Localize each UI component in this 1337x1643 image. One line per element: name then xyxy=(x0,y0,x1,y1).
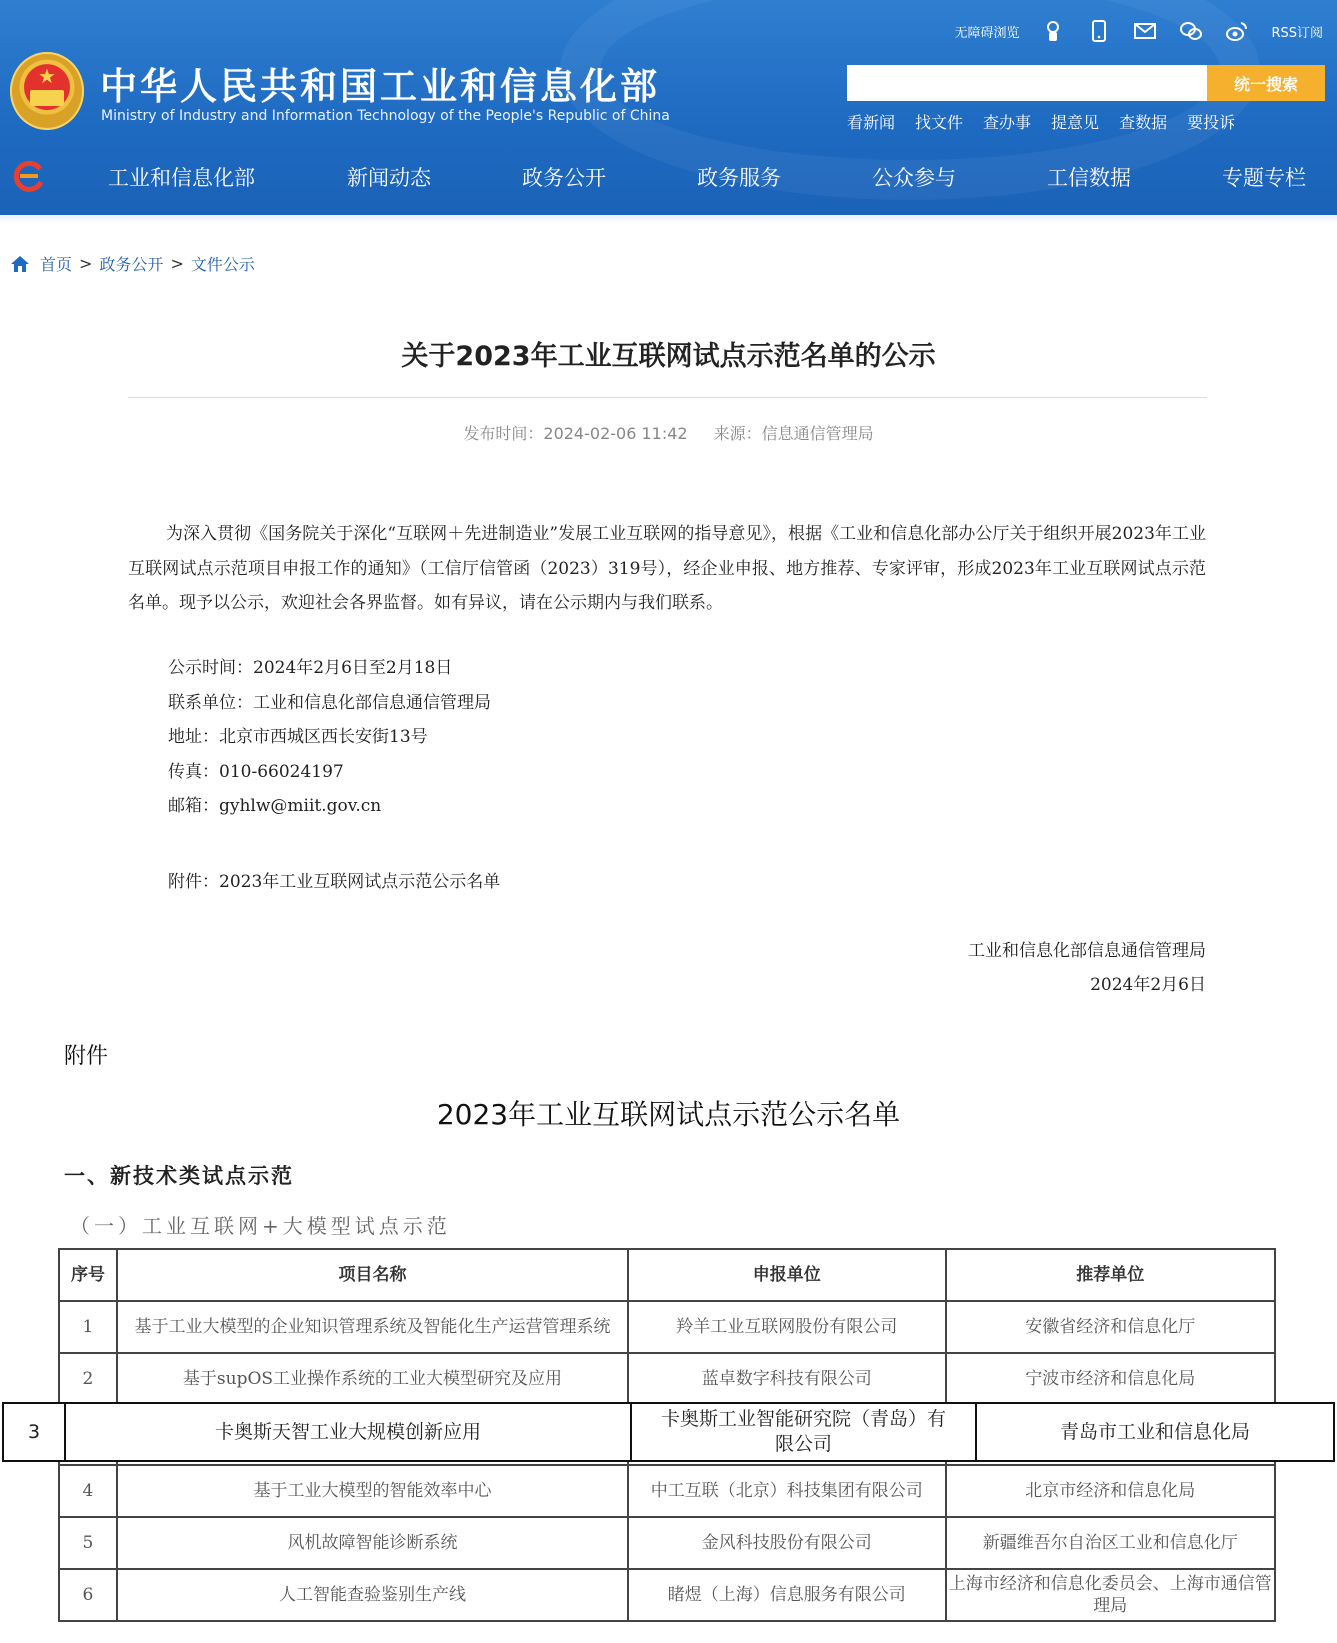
table-row xyxy=(59,1301,1275,1353)
nav-item-topics[interactable]: 专题专栏 xyxy=(1222,166,1306,190)
table-header-row xyxy=(59,1249,1275,1301)
e-gov-logo-icon[interactable] xyxy=(12,160,46,192)
row-number: 1 xyxy=(59,1301,117,1353)
quick-link-complaints[interactable]: 要投诉 xyxy=(1187,113,1236,132)
nav-item-ministry[interactable]: 工业和信息化部 xyxy=(108,166,255,190)
quick-link-documents[interactable]: 找文件 xyxy=(915,113,964,132)
table-row xyxy=(59,1517,1275,1569)
recommender: 新疆维吾尔自治区工业和信息化厅 xyxy=(946,1517,1275,1569)
search-input[interactable] xyxy=(847,65,1207,101)
column-header-applicant: 申报单位 xyxy=(628,1249,945,1301)
mail-icon[interactable] xyxy=(1133,19,1157,43)
attachment-heading: 附件 xyxy=(64,1044,109,1069)
attachment-title: 2023年工业互联网试点示范公示名单 xyxy=(436,1098,901,1131)
quick-link-suggestions[interactable]: 提意见 xyxy=(1051,113,1100,132)
address: 地址：北京市西城区西长安街13号 xyxy=(168,727,428,747)
recommender: 青岛市工业和信息化局 xyxy=(1059,1420,1250,1443)
sign-date: 2024年2月6日 xyxy=(1090,975,1206,995)
wechat-icon[interactable] xyxy=(1179,19,1203,43)
nav-item-public-participation[interactable]: 公众参与 xyxy=(872,166,956,190)
row-number: 4 xyxy=(59,1465,117,1517)
applicant: 蓝卓数字科技有限公司 xyxy=(628,1353,945,1405)
table-row xyxy=(59,1353,1275,1405)
weibo-icon[interactable] xyxy=(1225,19,1249,43)
quick-link-data[interactable]: 查数据 xyxy=(1119,113,1168,132)
table-row xyxy=(59,1465,1275,1517)
applicant: 睹煜（上海）信息服务有限公司 xyxy=(628,1569,945,1621)
row-number: 5 xyxy=(59,1517,117,1569)
row-number: 2 xyxy=(59,1353,117,1405)
signer: 工业和信息化部信息通信管理局 xyxy=(968,941,1206,961)
quick-link-services[interactable]: 查办事 xyxy=(983,113,1032,132)
quick-link-news[interactable]: 看新闻 xyxy=(847,113,896,132)
header-shadow xyxy=(0,215,1337,223)
quick-links xyxy=(847,110,1235,133)
attachment-link[interactable]: 附件：2023年工业互联网试点示范公示名单 xyxy=(168,872,501,892)
home-icon[interactable] xyxy=(10,254,30,274)
site-header xyxy=(0,0,1337,215)
breadcrumb-gov-affairs[interactable]: 政务公开 xyxy=(99,255,164,274)
applicant: 中工互联（北京）科技集团有限公司 xyxy=(628,1465,945,1517)
applicant: 卡奥斯工业智能研究院（青岛）有限公司 xyxy=(632,1404,977,1460)
recommender: 宁波市经济和信息化局 xyxy=(946,1353,1275,1405)
project-name: 人工智能查验鉴别生产线 xyxy=(117,1569,628,1621)
table-row xyxy=(59,1569,1275,1621)
top-toolbar xyxy=(954,18,1323,44)
article-meta xyxy=(0,421,1337,444)
recommender: 北京市经济和信息化局 xyxy=(946,1465,1275,1517)
title-divider xyxy=(128,397,1207,398)
robot-assistant-icon[interactable] xyxy=(1041,19,1065,43)
mobile-icon[interactable] xyxy=(1087,19,1111,43)
column-header-number: 序号 xyxy=(59,1249,117,1301)
nav-item-gov-affairs[interactable]: 政务公开 xyxy=(522,166,606,190)
highlighted-table-row xyxy=(2,1402,1335,1462)
email[interactable]: 邮箱：gyhlw@miit.gov.cn xyxy=(168,796,382,816)
accessibility-link[interactable]: 无障碍浏览 xyxy=(954,25,1020,41)
column-header-project: 项目名称 xyxy=(117,1249,628,1301)
site-title[interactable]: 中华人民共和国工业和信息化部 xyxy=(100,65,660,108)
breadcrumb-separator: > xyxy=(79,254,93,273)
subsection-heading: （一）工业互联网+大模型试点示范 xyxy=(70,1214,451,1238)
main-navigation xyxy=(0,150,1337,202)
breadcrumb-separator: > xyxy=(170,254,184,273)
nav-item-gov-services[interactable]: 政务服务 xyxy=(697,166,781,190)
unified-search-button[interactable]: 统一搜索 xyxy=(1207,65,1325,101)
national-emblem-icon[interactable]: ★ xyxy=(10,52,84,130)
project-name: 基于工业大模型的企业知识管理系统及智能化生产运营管理系统 xyxy=(117,1301,628,1353)
article-paragraph: 为深入贯彻《国务院关于深化“互联网＋先进制造业”发展工业互联网的指导意见》，根据《工业和信息化部办公厅关于组织开展2023年工业互联网试点示范项目申报工作的通知》（工信厅信管函（2023）319号），经企业申报、地方推荐、专家评审，形成2023年工业互联网试点示范名单。现予以公示，欢迎社会各界监督。如有异议，请在公示期内与我们联系。 xyxy=(128,524,1206,614)
notice-period: 公示时间：2024年2月6日至2月18日 xyxy=(168,658,453,678)
project-name: 基于supOS工业操作系统的工业大模型研究及应用 xyxy=(117,1353,628,1405)
row-number: 6 xyxy=(59,1569,117,1621)
signature-block xyxy=(968,934,1206,1002)
publish-time: 发布时间：2024-02-06 11:42 xyxy=(463,424,688,443)
rss-link[interactable]: RSS订阅 xyxy=(1271,25,1323,41)
recommender: 安徽省经济和信息化厅 xyxy=(946,1301,1275,1353)
applicant: 羚羊工业互联网股份有限公司 xyxy=(628,1301,945,1353)
nav-item-data[interactable]: 工信数据 xyxy=(1047,166,1131,190)
project-name: 风机故障智能诊断系统 xyxy=(117,1517,628,1569)
article-title: 关于2023年工业互联网试点示范名单的公示 xyxy=(401,341,936,372)
recommender: 上海市经济和信息化委员会、上海市通信管理局 xyxy=(946,1569,1275,1621)
nav-item-news[interactable]: 新闻动态 xyxy=(347,166,431,190)
project-name: 基于工业大模型的智能效率中心 xyxy=(117,1465,628,1517)
article-source: 来源：信息通信管理局 xyxy=(713,424,874,443)
contact-unit: 联系单位：工业和信息化部信息通信管理局 xyxy=(168,692,491,713)
section-heading: 一、新技术类试点示范 xyxy=(64,1164,294,1188)
breadcrumb-file-notice[interactable]: 文件公示 xyxy=(190,255,255,274)
applicant: 金风科技股份有限公司 xyxy=(628,1517,945,1569)
breadcrumb-home[interactable]: 首页 xyxy=(40,255,73,274)
row-number: 3 xyxy=(4,1404,66,1460)
breadcrumb xyxy=(10,252,255,275)
project-name: 卡奥斯天智工业大规模创新应用 xyxy=(66,1404,632,1460)
fax: 传真：010-66024197 xyxy=(168,761,344,782)
column-header-recommender: 推荐单位 xyxy=(946,1249,1275,1301)
site-subtitle: Ministry of Industry and Information Technology of the People's Republic of China xyxy=(101,108,670,124)
contact-info xyxy=(168,651,491,824)
